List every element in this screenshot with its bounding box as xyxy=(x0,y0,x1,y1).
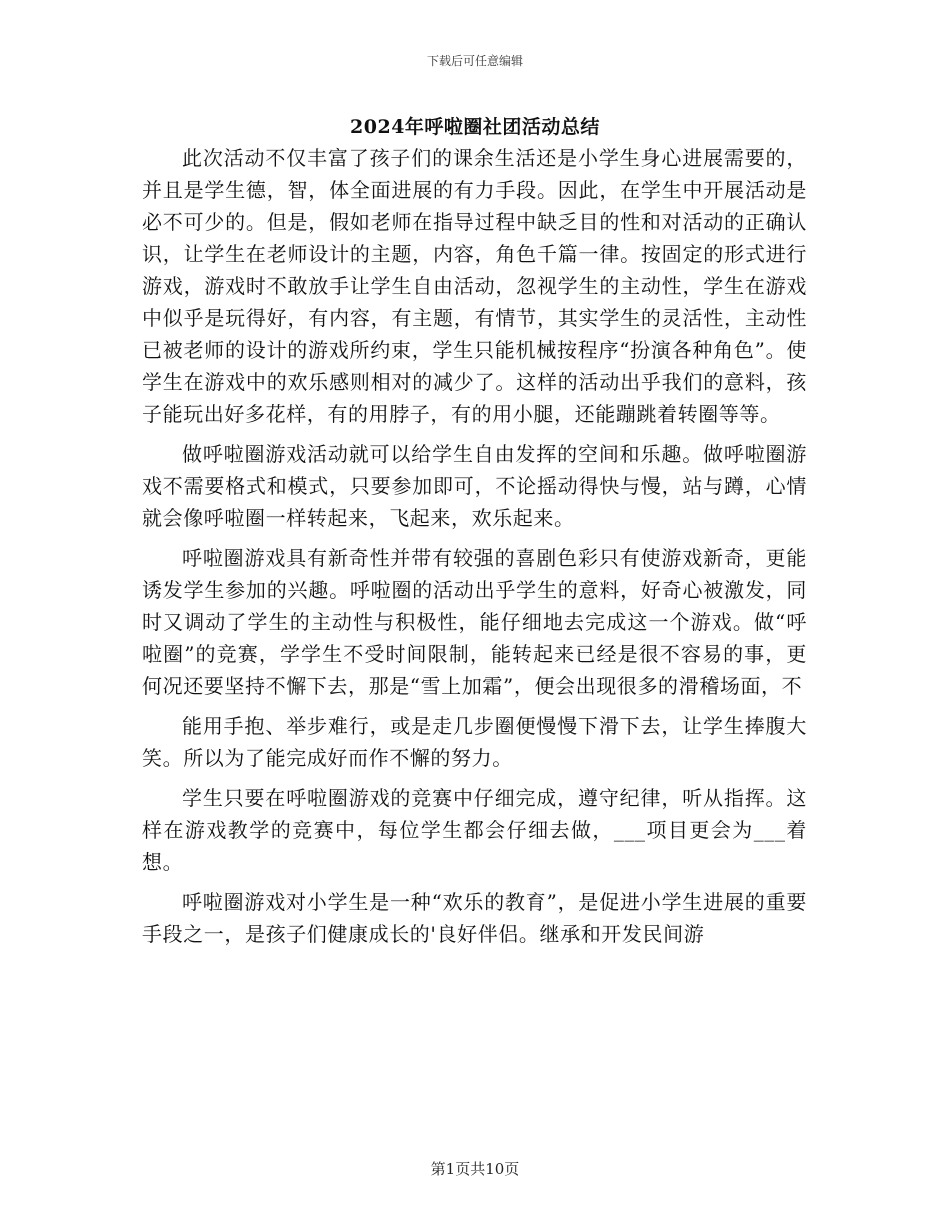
page-number: 第1页共10页 xyxy=(430,1160,520,1178)
page-header-note: 下载后可任意编辑 xyxy=(426,54,523,68)
paragraph-4: 能用手抱、举步难行，或是走几步圈便慢慢下滑下去，让学生捧腹大笑。所以为了能完成好而作不懈的努力。 xyxy=(142,714,807,770)
paragraph-2: 做呼啦圈游戏活动就可以给学生自由发挥的空间和乐趣。做呼啦圈游戏不需要格式和模式，只要参加即可，不论摇动得快与慢，站与蹲，心情就会像呼啦圈一样转起来，飞起来，欢乐起来。 xyxy=(142,442,807,530)
paragraph-6: 呼啦圈游戏对小学生是一种“欢乐的教育”，是促进小学生进展的重要手段之一，是孩子们健康成长的'良好伴侣。继承和开发民间游 xyxy=(142,890,807,946)
paragraph-1: 此次活动不仅丰富了孩子们的课余生活还是小学生身心进展需要的，并且是学生德，智，体全面进展的有力手段。因此，在学生中开展活动是必不可少的。但是，假如老师在指导过程中缺乏目的性和对活动的正确认识，让学生在老师设计的主题，内容，角色千篇一律。按固定的形式进行游戏，游戏时不敢放手让学生自由活动，忽视学生的主动性，学生在游戏中似乎是玩得好，有内容，有主题，有情节，其实学生的灵活性，主动性已被老师的设计的游戏所约束，学生只能机械按程序“扮演各种角色”。使学生在游戏中的欢乐感则相对的减少了。这样的活动出乎我们的意料，孩子能玩出好多花样，有的用脖子，有的用小腿，还能蹦跳着转圈等等。 xyxy=(142,146,807,426)
document-body xyxy=(142,142,807,950)
paragraph-5: 学生只要在呼啦圈游戏的竞赛中仔细完成，遵守纪律，听从指挥。这样在游戏教学的竞赛中，每位学生都会仔细去做，___项目更会为___着想。 xyxy=(142,786,807,874)
document-title: 2024年呼啦圈社团活动总结 xyxy=(350,116,600,138)
paragraph-3: 呼啦圈游戏具有新奇性并带有较强的喜剧色彩只有使游戏新奇，更能诱发学生参加的兴趣。呼啦圈的活动出乎学生的意料，好奇心被激发，同时又调动了学生的主动性与积极性，能仔细地去完成这一个游戏。做“呼啦圈”的竞赛，学学生不受时间限制，能转起来已经是很不容易的事，更何况还要坚持不懈下去，那是“雪上加霜”，便会出现很多的滑稽场面，不 xyxy=(142,546,807,698)
